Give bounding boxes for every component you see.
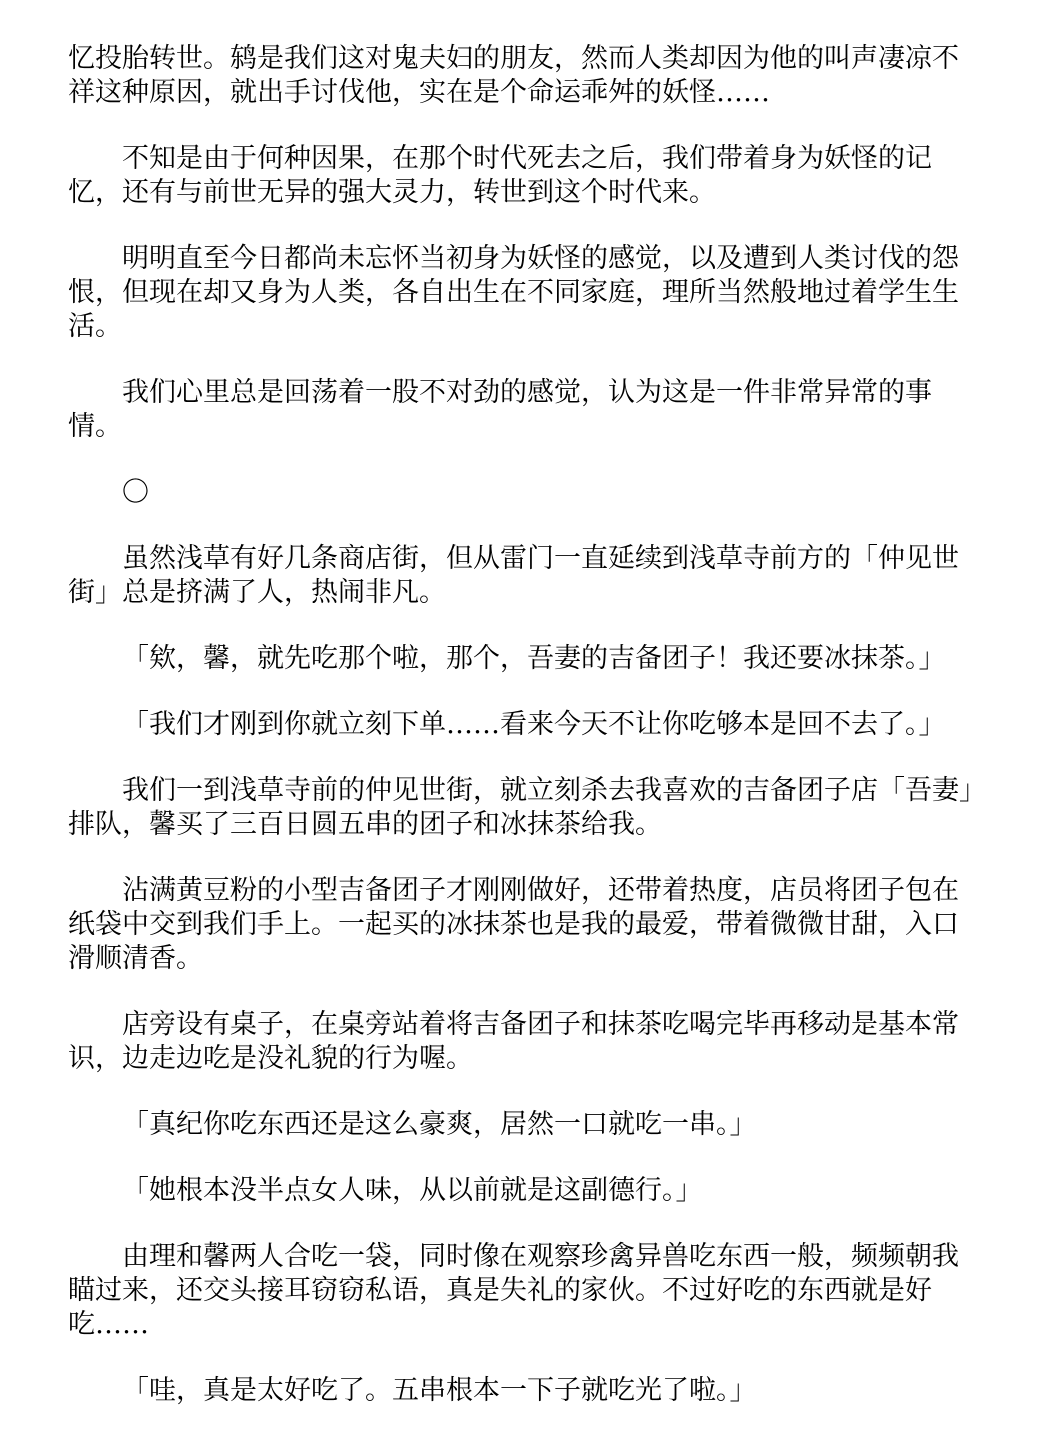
paragraph: 我们心里总是回荡着一股不对劲的感觉，认为这是一件非常异常的事情。 [68, 377, 932, 442]
dialogue-line: 「欸，馨，就先吃那个啦，那个，吾妻的吉备团子！我还要冰抹茶。」 [122, 643, 946, 674]
paragraph: 不知是由于何种因果，在那个时代死去之后，我们带着身为妖怪的记忆，还有与前世无异的强大灵力，转世到这个时代来。 [68, 143, 932, 208]
paragraph: 忆投胎转世。鸫是我们这对鬼夫妇的朋友，然而人类却因为他的叫声凄凉不祥这种原因，就出手讨伐他，实在是个命运乖舛的妖怪…… [68, 43, 959, 108]
dialogue-line: 「她根本没半点女人味，从以前就是这副德行。」 [122, 1175, 703, 1206]
dialogue-line: 「哇，真是太好吃了。五串根本一下子就吃光了啦。」 [122, 1375, 757, 1406]
page-body [68, 42, 973, 1440]
paragraph: 店旁设有桌子，在桌旁站着将吉备团子和抹茶吃喝完毕再移动是基本常识，边走边吃是没礼貌的行为喔。 [68, 1009, 959, 1074]
dialogue-line: 「真纪你吃东西还是这么豪爽，居然一口就吃一串。」 [122, 1109, 757, 1140]
paragraph: 由理和馨两人合吃一袋，同时像在观察珍禽异兽吃东西一般，频频朝我瞄过来，还交头接耳窃窃私语，真是失礼的家伙。不过好吃的东西就是好吃…… [68, 1241, 959, 1340]
dialogue-line: 「我们才刚到你就立刻下单……看来今天不让你吃够本是回不去了。」 [122, 709, 946, 740]
paragraph: 我们一到浅草寺前的仲见世街，就立刻杀去我喜欢的吉备团子店「吾妻」排队，馨买了三百日圆五串的团子和冰抹茶给我。 [68, 775, 973, 840]
paragraph: 明明直至今日都尚未忘怀当初身为妖怪的感觉，以及遭到人类讨伐的怨恨，但现在却又身为人类，各自出生在不同家庭，理所当然般地过着学生生活。 [68, 243, 959, 342]
paragraph: 沾满黄豆粉的小型吉备团子才刚刚做好，还带着热度，店员将团子包在纸袋中交到我们手上。一起买的冰抹茶也是我的最爱，带着微微甘甜，入口滑顺清香。 [68, 875, 959, 974]
section-break-mark: 〇 [122, 477, 149, 508]
paragraph: 虽然浅草有好几条商店街，但从雷门一直延续到浅草寺前方的「仲见世街」总是挤满了人，热闹非凡。 [68, 543, 959, 608]
